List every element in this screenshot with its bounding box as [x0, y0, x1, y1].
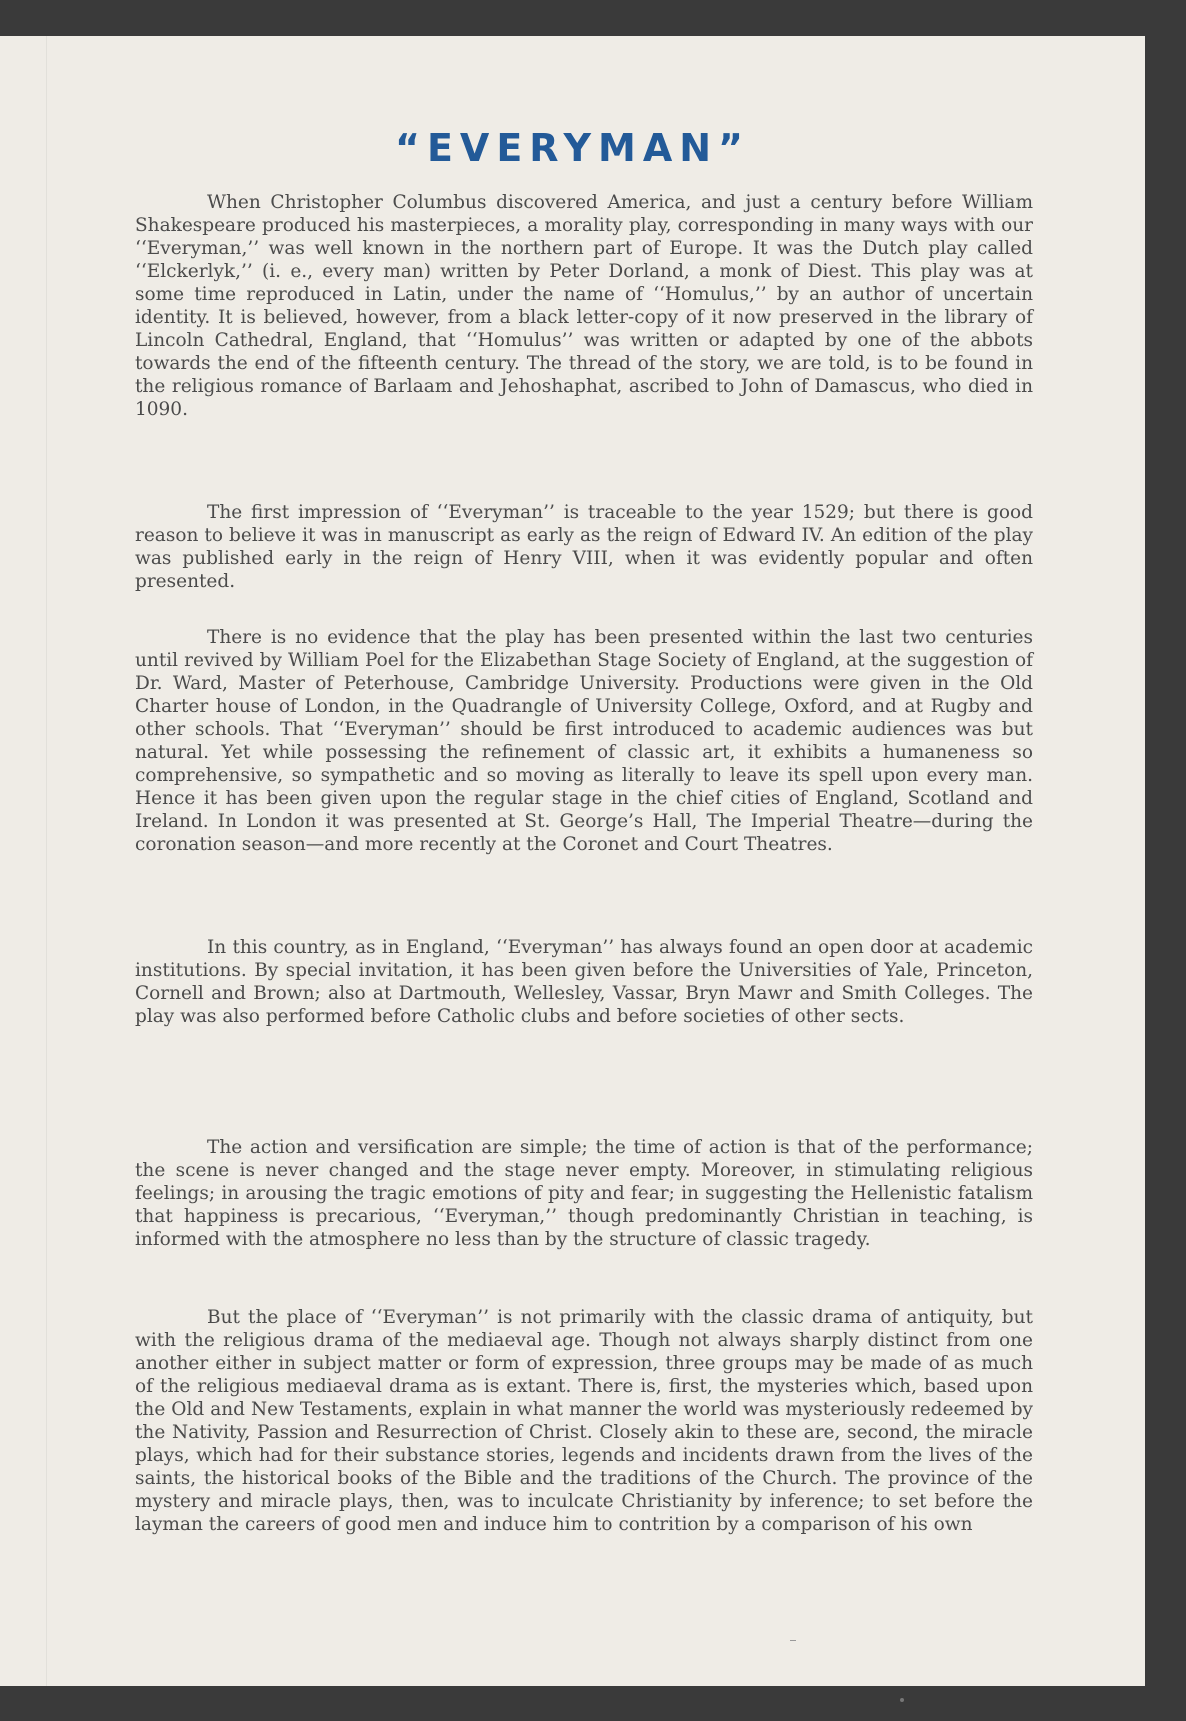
page-fold-line: [46, 36, 47, 1686]
paragraph-revival: There is no evidence that the play has been presented within the last two centuries until revived by William Poel for the Elizabethan Stage Society of England, at the suggestion of Dr. Ward, Master of Peterhouse, Cambridge University. Productions were given in the Old Charter house of London, in the Quadrangle of University College, Oxford, and at Rugby and other schools. That ‘‘Everyman’’ should be first introduced to academic audiences was but natural. Yet while possessing the refinement of classic art, it exhibits a humaneness so comprehensive, so sympathetic and so moving as literally to leave its spell upon every man. Hence it has been given upon the regular stage in the chief cities of England, Scotland and Ireland. In London it was presented at St. George’s Hall, The Imperial Theatre—during the coronation season—and more recently at the Coronet and Court Theatres.: [135, 627, 1033, 855]
paragraph-first-impression: The first impression of ‘‘Everyman’’ is traceable to the year 1529; but there is good reason to believe it was in manuscript as early as the reign of Edward IV. An edition of the play was published early in the reign of Henry VIII, when it was evidently popular and often presented.: [135, 502, 1033, 592]
page-mark: [790, 1640, 796, 1641]
paragraph-america: In this country, as in England, ‘‘Everyman’’ has always found an open door at academic institutions. By special invitation, it has been given before the Universities of Yale, Princeton, Cornell and Brown; also at Dartmouth, Wellesley, Vassar, Bryn Mawr and Smith Colleges. The play was also performed before Catholic clubs and before societies of other sects.: [135, 937, 1033, 1027]
paragraph-religious-drama: But the place of ‘‘Everyman’’ is not primarily with the classic drama of antiquity, but with the religious drama of the mediaeval age. Though not always sharply distinct from one another either in subject matter or form of expression, three groups may be made of as much of the religious mediaeval drama as is extant. There is, first, the mysteries which, based upon the Old and New Testaments, explain in what manner the world was mysteriously redeemed by the Nativity, Passion and Resurrection of Christ. Closely akin to these are, second, the miracle plays, which had for their substance stories, legends and incidents drawn from the lives of the saints, the historical books of the Bible and the traditions of the Church. The province of the mystery and miracle plays, then, was to inculcate Christianity by inference; to set before the layman the careers of good men and induce him to contrition by a comparison of his own: [135, 1307, 1033, 1535]
paragraph-action-versification: The action and versification are simple; the time of action is that of the performance; the scene is never changed and the stage never empty. Moreover, in stimulating religious feelings; in arousing the tragic emotions of pity and fear; in suggesting the Hellenistic fatalism that happiness is precarious, ‘‘Everyman,’’ though predominantly Christian in teaching, is informed with the atmosphere no less than by the structure of classic tragedy.: [135, 1137, 1033, 1250]
scan-dot: [900, 1698, 904, 1702]
page-sheet: [0, 36, 1145, 1686]
document-title: “EVERYMAN”: [395, 126, 750, 170]
paragraph-origins: When Christopher Columbus discovered America, and just a century before William Shakespeare produced his masterpieces, a morality play, corresponding in many ways with our ‘‘Everyman,’’ was well known in the northern part of Europe. It was the Dutch play called ‘‘Elckerlyk,’’ (i. e., every man) written by Peter Dorland, a monk of Diest. This play was at some time reproduced in Latin, under the name of ‘‘Homulus,’’ by an author of uncertain identity. It is believed, however, from a black letter-copy of it now preserved in the library of Lincoln Cathedral, England, that ‘‘Homulus’’ was written or adapted by one of the abbots towards the end of the fifteenth century. The thread of the story, we are told, is to be found in the religious romance of Barlaam and Jehoshaphat, ascribed to John of Damascus, who died in 1090.: [135, 192, 1033, 420]
